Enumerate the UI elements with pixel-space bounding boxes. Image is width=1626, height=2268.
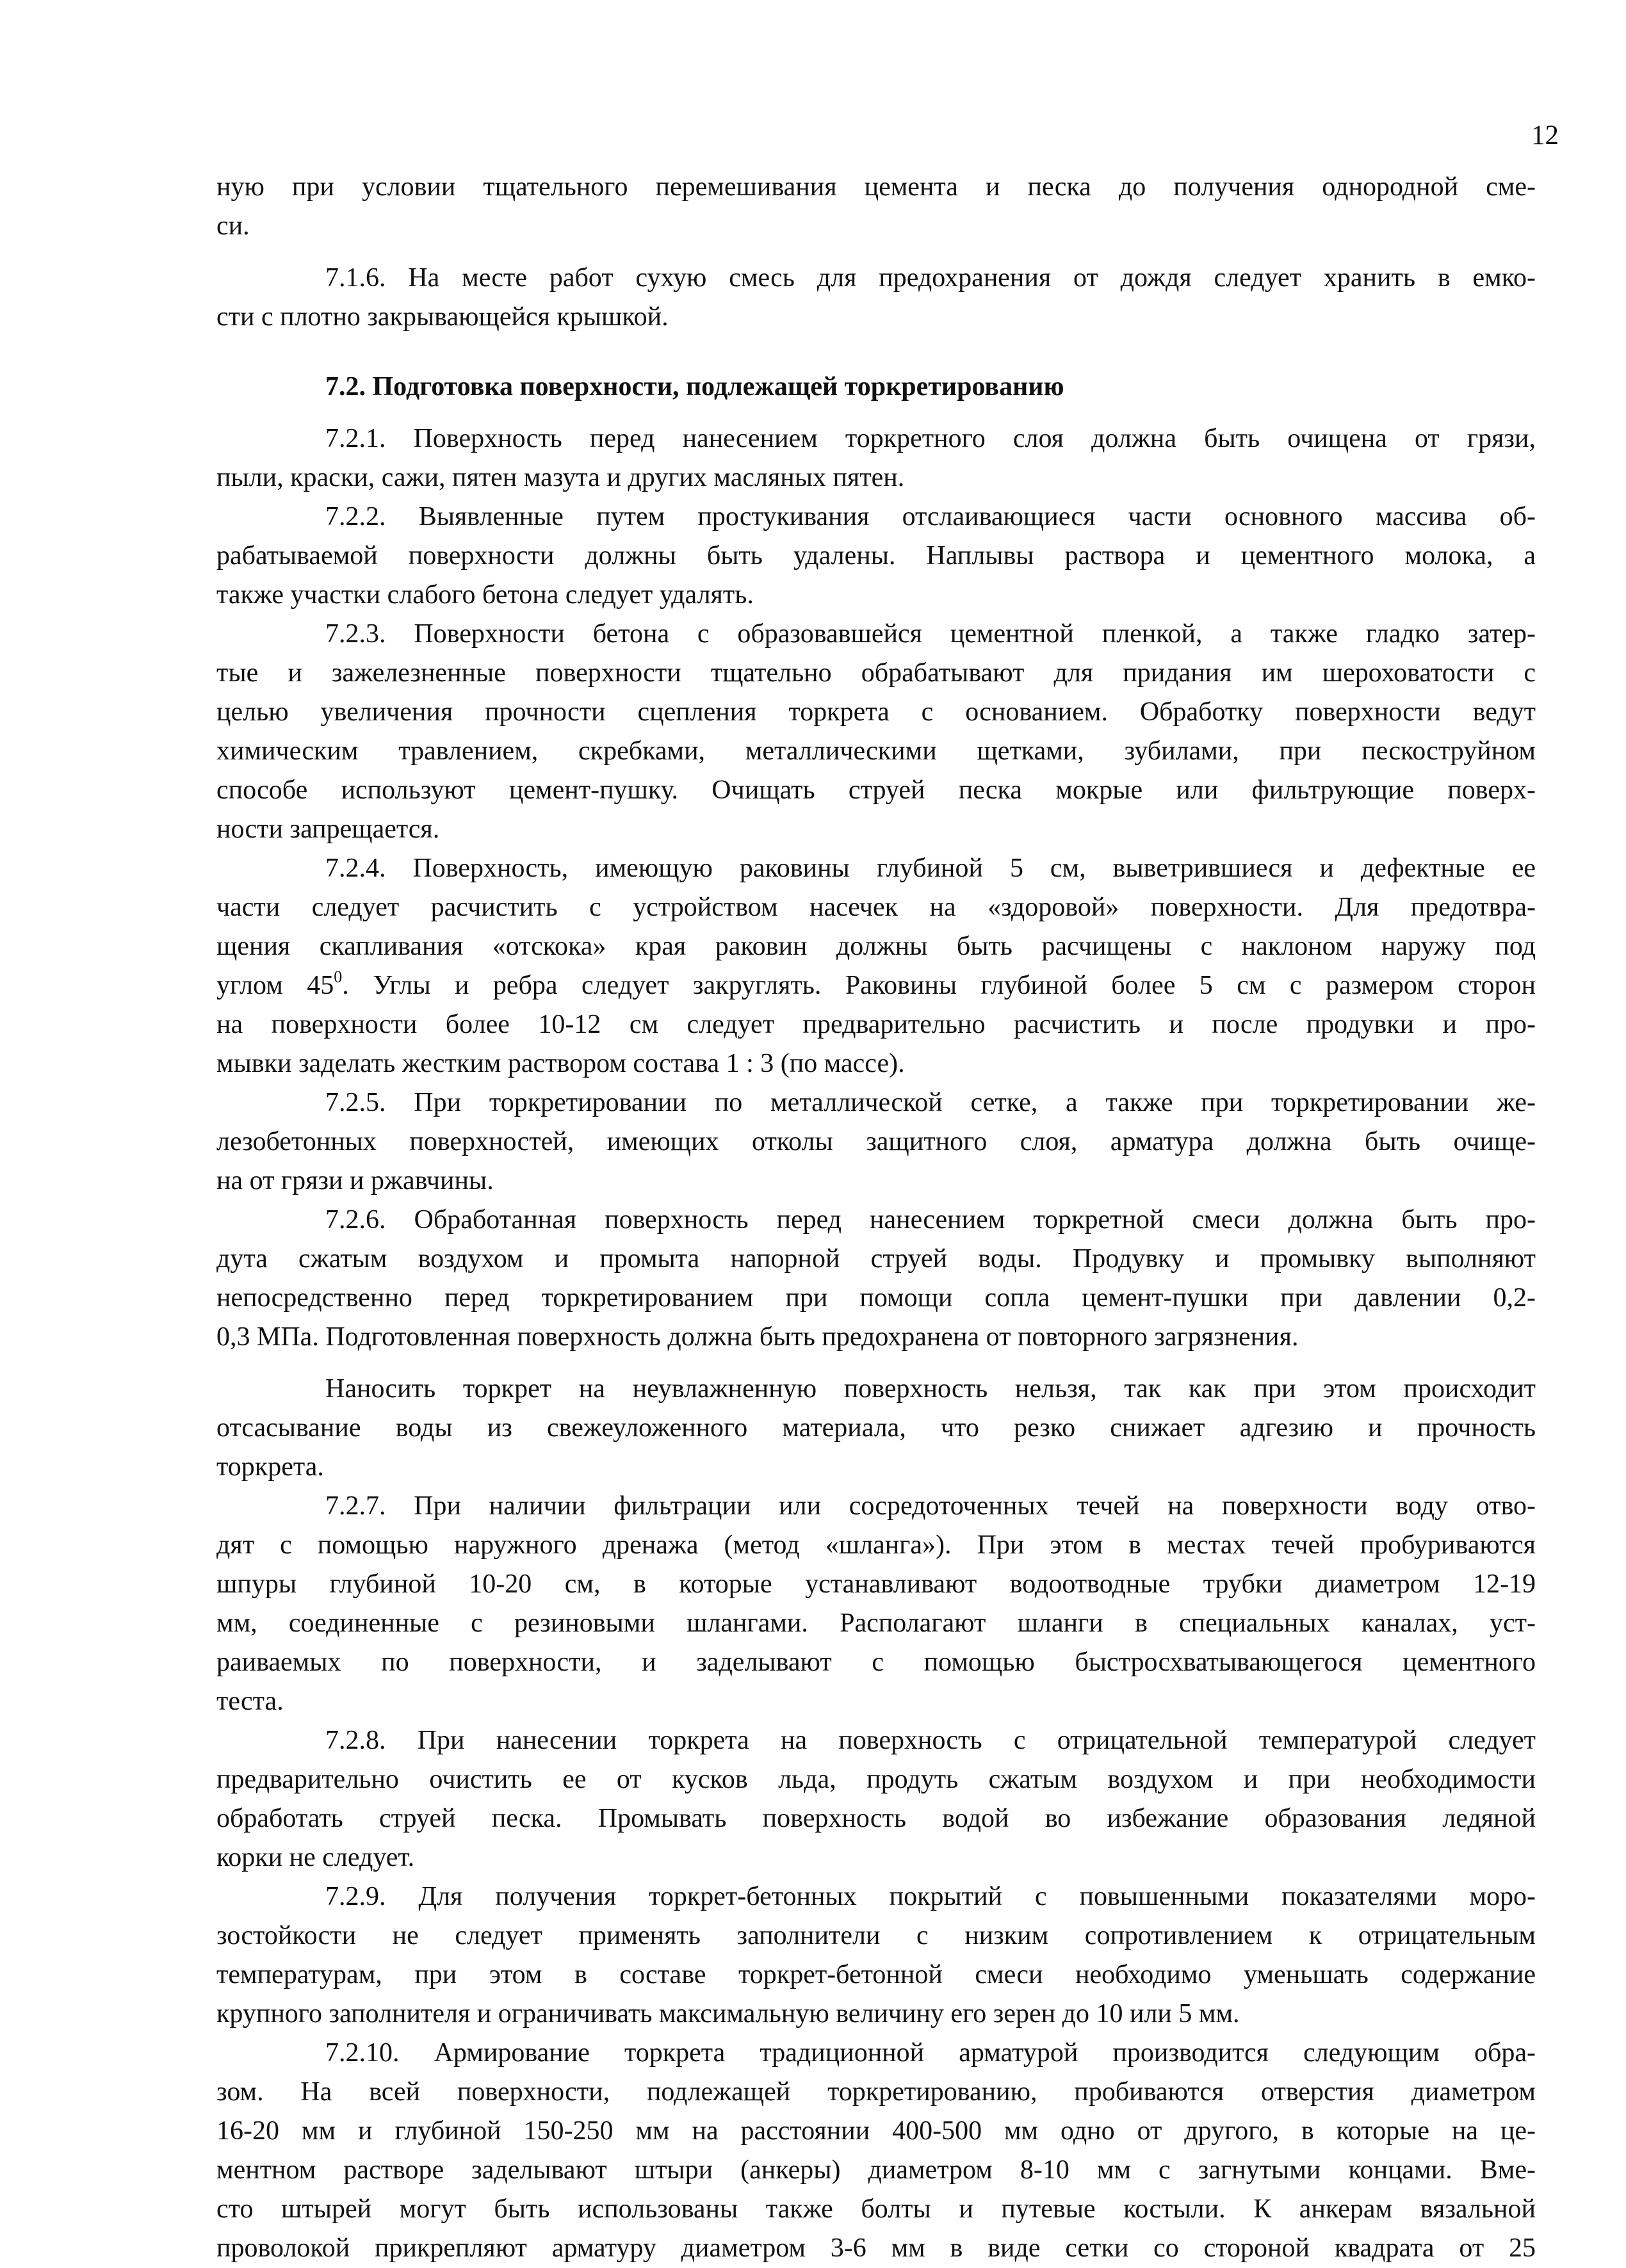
- paragraph: [216, 615, 1536, 849]
- text-line: проволокой прикрепляют арматуру диаметром 3-6 мм в виде сетки со стороной квадрата от 25: [216, 2233, 1536, 2263]
- paragraph: [216, 1721, 1536, 1877]
- text-line: раиваемых по поверхности, и заделывают с помощью быстросхватывающегося цементного: [216, 1648, 1536, 1677]
- text-line: также участки слабого бетона следует удалять.: [216, 580, 754, 610]
- text-line: 0,3 МПа. Подготовленная поверхность должна быть предохранена от повторного загрязнения.: [216, 1322, 1299, 1352]
- paragraph: [216, 498, 1536, 615]
- paragraph: [216, 259, 1536, 337]
- text-line: торкрета.: [216, 1452, 324, 1482]
- text-line: 7.2.9. Для получения торкрет-бетонных покрытий с повышенными показателями моро-: [325, 1882, 1536, 1911]
- paragraph: [216, 1487, 1536, 1721]
- text-line: щения скапливания «отскока» края раковин должны быть расчищены с наклоном наружу под: [216, 932, 1536, 961]
- text-line: Наносить торкрет на неувлажненную поверхность нельзя, так как при этом происходит: [325, 1374, 1536, 1404]
- body-text: [216, 168, 1536, 2268]
- text-line: корки не следует.: [216, 1843, 415, 1872]
- text-line: мм, соединенные с резиновыми шлангами. Располагают шланги в специальных каналах, уст-: [216, 1608, 1536, 1638]
- text-line: дят с помощью наружного дренажа (метод «шланга»). При этом в местах течей пробуриваются: [216, 1530, 1536, 1560]
- text-line: 7.2.5. При торкретировании по металлической сетке, а также при торкретировании же-: [325, 1088, 1536, 1117]
- paragraph: [216, 1201, 1536, 1357]
- text-line: 7.2.10. Армирование торкрета традиционной арматурой производится следующим обра-: [325, 2038, 1536, 2068]
- text-line: на от грязи и ржавчины.: [216, 1166, 494, 1195]
- text-line: 7.1.6. На месте работ сухую смесь для предохранения от дождя следует хранить в емко-: [325, 263, 1536, 293]
- text-line: мывки заделать жестким раствором состава 1 : 3 (по массе).: [216, 1049, 905, 1078]
- text-line: температурам, при этом в составе торкрет-бетонной смеси необходимо уменьшать содержание: [216, 1960, 1536, 1989]
- text-line: зостойкости не следует применять заполнители с низким сопротивлением к отрицательным: [216, 1921, 1536, 1950]
- section-heading: 7.2. Подготовка поверхности, подлежащей торкретированию: [325, 372, 1064, 401]
- text-line: на поверхности более 10-12 см следует предварительно расчистить и после продувки и про-: [216, 1010, 1536, 1039]
- text-line: [216, 966, 1536, 1005]
- text-line: предварительно очистить ее от кусков льда, продуть сжатым воздухом и при необходимости: [216, 1765, 1536, 1794]
- paragraph: [216, 1083, 1536, 1201]
- text-line: ментном растворе заделывают штыри (анкеры) диаметром 8-10 мм с загнутыми концами. Вме-: [216, 2155, 1536, 2185]
- text-line: рабатываемой поверхности должны быть удалены. Наплывы раствора и цементного молока, а: [216, 541, 1536, 571]
- paragraph: [216, 1370, 1536, 1487]
- text-line: 7.2.3. Поверхности бетона с образовавшейся цементной пленкой, а также гладко затер-: [325, 619, 1536, 649]
- paragraph: [216, 168, 1536, 246]
- text-line: целью увеличения прочности сцепления торкрета с основанием. Обработку поверхности ведут: [216, 697, 1536, 727]
- text-line: сто штырей могут быть использованы также болты и путевые костыли. К анкерам вязальной: [216, 2194, 1536, 2224]
- text-line: химическим травлением, скребками, металлическими щетками, зубилами, при пескоструйном: [216, 736, 1536, 766]
- text-line: тые и зажелезненные поверхности тщательно обрабатывают для придания им шероховатости с: [216, 658, 1536, 688]
- text-line: непосредственно перед торкретированием при помощи сопла цемент-пушки при давлении 0,2-: [216, 1283, 1536, 1313]
- text-run: углом 45: [216, 971, 334, 1000]
- text-line: дута сжатым воздухом и промыта напорной струей воды. Продувку и промывку выполняют: [216, 1244, 1536, 1274]
- text-line: 7.2.2. Выявленные путем простукивания отслаивающиеся части основного массива об-: [325, 502, 1536, 531]
- text-line: 7.2.7. При наличии фильтрации или сосредоточенных течей на поверхности воду отво-: [325, 1491, 1536, 1521]
- text-line: части следует расчистить с устройством насечек на «здоровой» поверхности. Для предотвра-: [216, 893, 1536, 922]
- text-line: теста.: [216, 1687, 284, 1716]
- text-line: способе используют цемент-пушку. Очищать струей песка мокрые или фильтрующие поверх-: [216, 775, 1536, 805]
- text-line: 7.2.4. Поверхность, имеющую раковины глубиной 5 см, выветрившиеся и дефектные ее: [325, 854, 1536, 883]
- text-line: си.: [216, 211, 250, 241]
- paragraph: [216, 1877, 1536, 2034]
- paragraph: [216, 2034, 1536, 2268]
- text-line: пыли, краски, сажи, пятен мазута и других масляных пятен.: [216, 463, 905, 492]
- text-line: отсасывание воды из свежеуложенного материала, что резко снижает адгезию и прочность: [216, 1413, 1536, 1443]
- text-line: 7.2.1. Поверхность перед нанесением торкретного слоя должна быть очищена от грязи,: [325, 424, 1536, 453]
- text-line: ности запрещается.: [216, 814, 440, 844]
- text-line: зом. На всей поверхности, подлежащей торкретированию, пробиваются отверстия диаметром: [216, 2077, 1536, 2107]
- text-line: крупного заполнителя и ограничивать максимальную величину его зерен до 10 или 5 мм.: [216, 1999, 1240, 2029]
- text-line: 16-20 мм и глубиной 150-250 мм на расстоянии 400-500 мм одно от другого, в которые на це-: [216, 2116, 1536, 2146]
- text-line: ную при условии тщательного перемешивания цемента и песка до получения однородной сме-: [216, 172, 1536, 202]
- page-number: 12: [1531, 120, 1559, 150]
- degree-superscript: 0: [334, 968, 343, 986]
- paragraph: [216, 419, 1536, 498]
- text-line: 7.2.8. При нанесении торкрета на поверхность с отрицательной температурой следует: [325, 1726, 1536, 1755]
- paragraph: [216, 849, 1536, 1083]
- text-line: шпуры глубиной 10-20 см, в которые устанавливают водоотводные трубки диаметром 12-19: [216, 1569, 1536, 1599]
- text-line: обработать струей песка. Промывать поверхность водой во избежание образования ледяной: [216, 1804, 1536, 1833]
- text-line: 7.2.6. Обработанная поверхность перед нанесением торкретной смеси должна быть про-: [325, 1205, 1536, 1235]
- text-line: сти с плотно закрывающейся крышкой.: [216, 302, 669, 332]
- text-run: . Углы и ребра следует закруглять. Раковины глубиной более 5 см с размером сторон: [342, 971, 1536, 1000]
- text-line: лезобетонных поверхностей, имеющих отколы защитного слоя, арматура должна быть очище-: [216, 1127, 1536, 1156]
